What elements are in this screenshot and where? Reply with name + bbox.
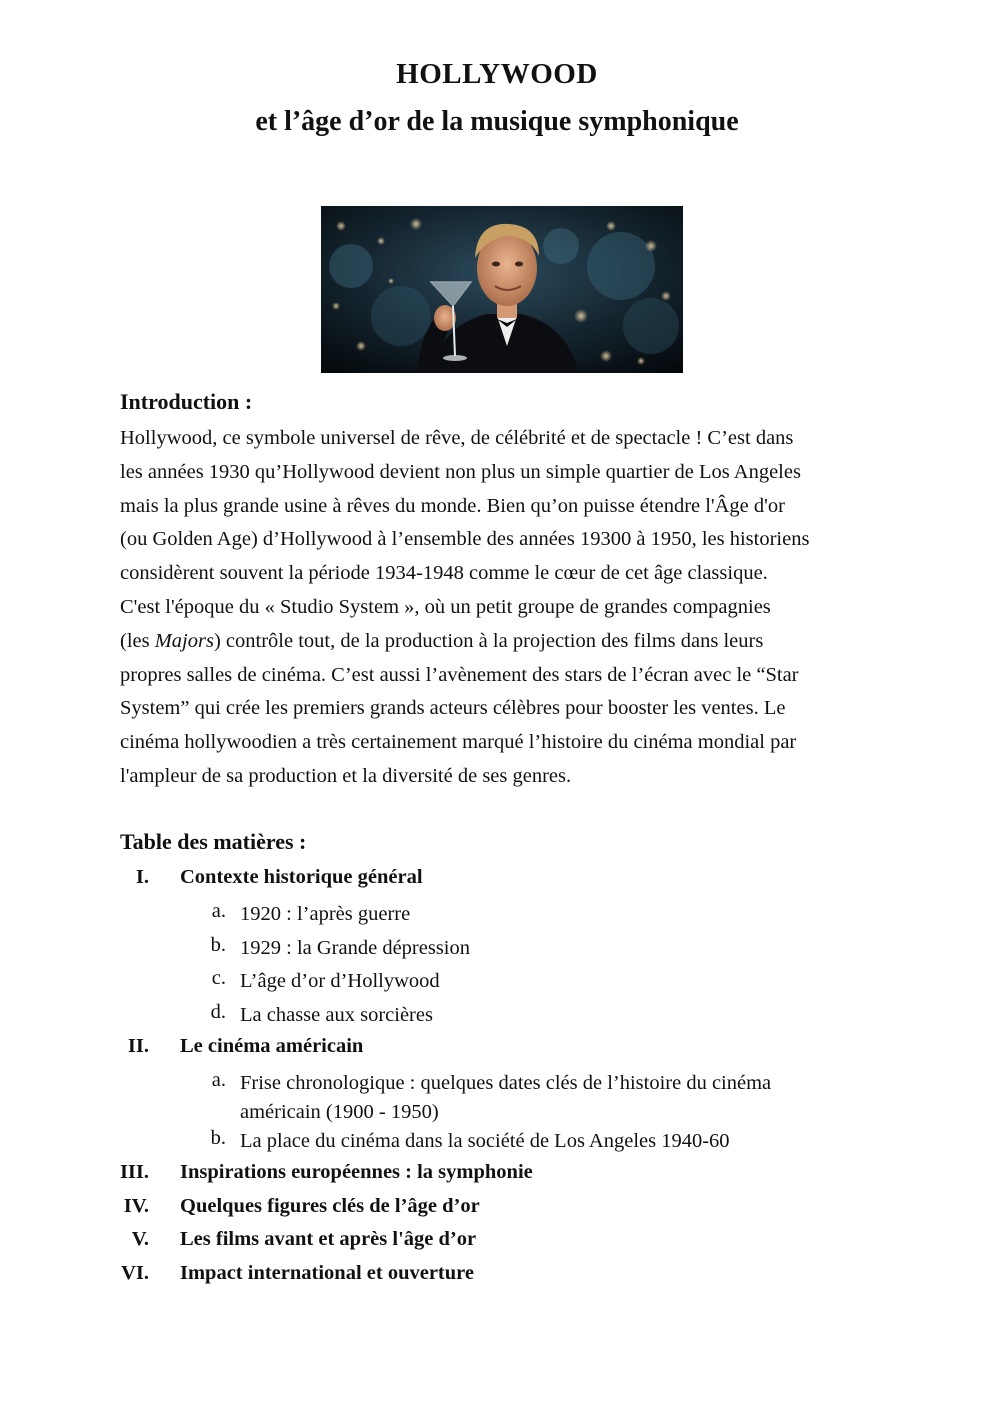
toc-item-1b[interactable]: [0, 934, 994, 964]
introduction-heading: Introduction :: [120, 389, 253, 414]
intro-line: C'est l'époque du « Studio System », où un petit groupe de grandes compagnies: [120, 595, 771, 618]
toc-section-number: IV.: [123, 1195, 149, 1217]
toc-section-1[interactable]: [0, 866, 994, 896]
toc-item-label: La place du cinéma dans la société de Los Angeles 1940-60: [240, 1130, 730, 1152]
toc-section-2[interactable]: [0, 1035, 994, 1065]
toc-section-label: Les films avant et après l'âge d’or: [180, 1228, 477, 1250]
hero-image: [321, 206, 683, 373]
toc-section-4[interactable]: [0, 1195, 994, 1225]
toc-section-5[interactable]: [0, 1228, 994, 1258]
majors-italic: Majors: [154, 629, 214, 652]
toc-item-number: b.: [210, 1127, 226, 1149]
toc-item-1d[interactable]: [0, 1001, 994, 1031]
toc-section-number: VI.: [121, 1262, 149, 1284]
toc-section-label: Contexte historique général: [180, 866, 423, 888]
intro-line: considèrent souvent la période 1934-1948 comme le cœur de cet âge classique.: [120, 562, 768, 585]
toc-section-number: V.: [131, 1228, 149, 1250]
toc-section-3[interactable]: [0, 1161, 994, 1191]
toc-section-number: II.: [127, 1035, 149, 1057]
intro-line: System” qui crée les premiers grands acteurs célèbres pour booster les ventes. Le: [120, 697, 786, 720]
toc-item-1a[interactable]: [0, 900, 994, 930]
toc-item-1c[interactable]: [0, 967, 994, 997]
toc-item-label: L’âge d’or d’Hollywood: [240, 970, 440, 992]
document-subtitle: et l’âge d’or de la musique symphonique: [255, 106, 739, 137]
toc-item-2b[interactable]: [0, 1127, 994, 1157]
intro-line: l'ampleur de sa production et la diversité de ses genres.: [120, 764, 572, 787]
toc-item-number: d.: [210, 1001, 226, 1023]
toc-item-number: b.: [210, 934, 226, 956]
document-title: HOLLYWOOD: [396, 58, 598, 90]
intro-line: mais la plus grande usine à rêves du monde. Bien qu’on puisse étendre l'Âge d'or: [120, 494, 785, 517]
toc-section-label: Quelques figures clés de l’âge d’or: [180, 1195, 480, 1217]
intro-line: propres salles de cinéma. C’est aussi l’avènement des stars de l’écran avec le “Star: [120, 663, 799, 686]
gatsby-toast-photo-icon: [321, 206, 683, 373]
toc-section-label: Impact international et ouverture: [180, 1262, 474, 1284]
toc-section-number: III.: [119, 1161, 149, 1183]
toc-heading: Table des matières :: [120, 829, 307, 854]
toc-item-number: a.: [211, 1069, 226, 1091]
toc-item-label: Frise chronologique : quelques dates clés de l’histoire du cinéma américain (1900 - 1950): [240, 1072, 772, 1123]
toc-item-label: 1920 : l’après guerre: [240, 903, 411, 925]
introduction-paragraph: [120, 422, 880, 794]
toc-item-2a[interactable]: [0, 1069, 994, 1127]
toc-item-label: La chasse aux sorcières: [240, 1004, 433, 1026]
intro-line-start: (les: [120, 629, 155, 652]
toc-item-label: 1929 : la Grande dépression: [240, 937, 470, 959]
toc-section-6[interactable]: [0, 1262, 994, 1292]
toc-section-label: Le cinéma américain: [180, 1035, 364, 1057]
intro-line: (ou Golden Age) d’Hollywood à l’ensemble des années 19300 à 1950, les historiens: [120, 528, 810, 551]
toc-item-number: c.: [211, 967, 226, 989]
intro-line: cinéma hollywoodien a très certainement marqué l’histoire du cinéma mondial par: [120, 731, 797, 754]
intro-line-majors: [120, 625, 880, 659]
intro-line-rest: ) contrôle tout, de la production à la projection des films dans leurs: [213, 629, 764, 652]
intro-line: les années 1930 qu’Hollywood devient non plus un simple quartier de Los Angeles: [120, 460, 801, 483]
intro-line: Hollywood, ce symbole universel de rêve, de célébrité et de spectacle ! C’est dans: [120, 427, 794, 449]
toc-section-label: Inspirations européennes : la symphonie: [180, 1161, 533, 1183]
toc-section-number: I.: [135, 866, 149, 888]
toc-item-number: a.: [211, 900, 226, 922]
